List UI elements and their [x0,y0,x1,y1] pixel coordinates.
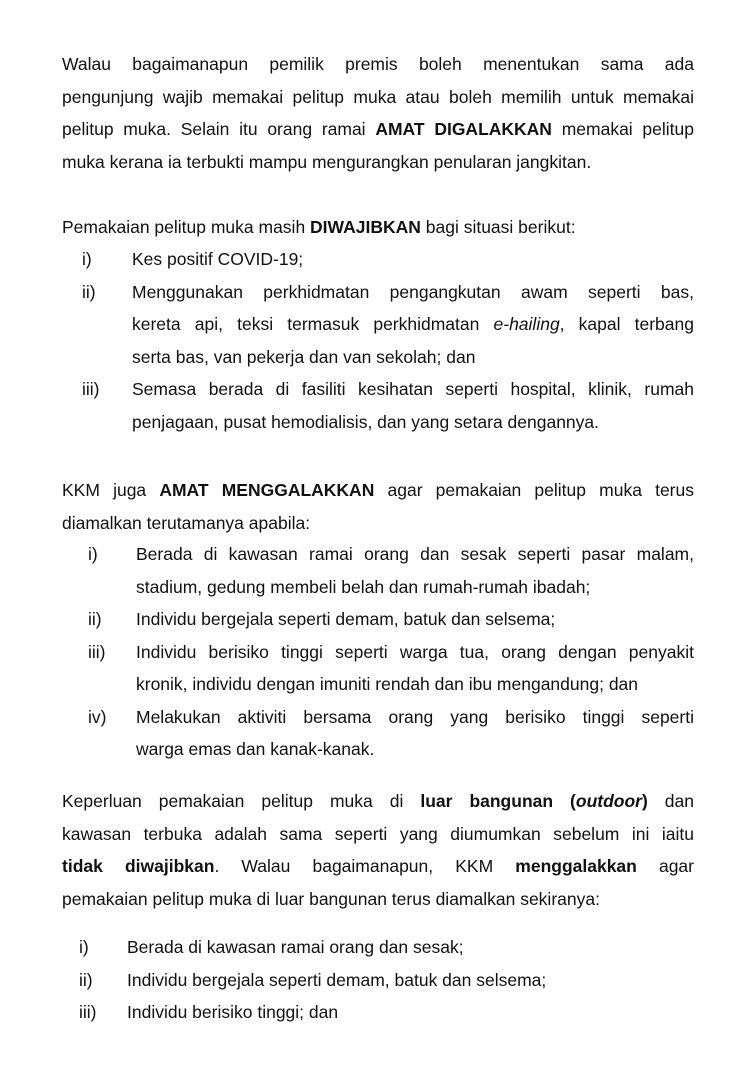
emphasis-text: AMAT MENGGALAKKAN [159,480,375,500]
list-text [136,636,694,701]
text-run: agar pemakaian pelitup muka terus [374,480,694,500]
list-number: iii) [79,1002,97,1022]
text-run: agar [636,856,694,876]
list-text [127,996,694,1029]
emphasis-text [420,791,647,811]
list-text [127,964,694,997]
paragraph-premises-choice [62,48,694,178]
text-line: pengunjung wajib memakai pelitup muka atau boleh memilih untuk memakai [62,86,694,107]
text-line: Individu bergejala seperti demam, batuk dan selsema; [127,969,547,990]
text-line: warga emas dan kanak-kanak. [136,739,375,759]
text-line: penjagaan, pusat hemodialisis, dan yang setara dengannya. [132,411,600,432]
text-line: kawasan terbuka adalah sama seperti yang diumumkan sebelum ini iaitu [62,823,694,844]
list-text [132,243,694,276]
text-line [62,474,694,507]
text-line: diamalkan terutamanya apabila: [62,512,311,533]
list-item [82,243,694,276]
list-item [82,276,694,374]
text-run: Keperluan pemakaian pelitup muka di [62,791,421,811]
text-line: Kes positif COVID-19; [132,249,304,269]
text-run: memakai pelitup [551,119,694,139]
list-number: i) [79,937,89,957]
list-number: ii) [88,609,102,629]
list-item [88,603,694,636]
text-run: Pemakaian pelitup muka masih [62,217,311,237]
list-number: iv) [88,706,107,727]
list-text [136,701,694,766]
list-number: iii) [88,641,106,662]
text-line: muka kerana ia terbukti mampu mengurangkan penularan jangkitan. [62,151,592,172]
text-run: dan [647,791,694,811]
text-run: kereta api, teksi termasuk perkhidmatan [132,314,494,334]
list-number: iii) [82,379,100,399]
paragraph-outdoor [62,785,694,915]
list-number: ii) [82,281,96,302]
list-text [132,373,694,438]
list-item [88,636,694,701]
text-run: pelitup muka. Selain itu orang ramai [62,119,376,139]
paragraph-mandatory-intro [62,211,694,244]
list-item [79,996,694,1029]
text-line [62,850,694,883]
list-item [79,964,694,997]
list-text [136,603,694,636]
text-line: Semasa berada di fasiliti kesihatan seperti hospital, klinik, rumah [132,379,694,399]
text-line: Berada di kawasan ramai orang dan sesak; [127,937,464,957]
text-line: Melakukan aktiviti bersama orang yang berisiko tinggi seperti [136,706,694,727]
list-item [82,373,694,438]
text-line [62,113,694,146]
list-number: i) [88,544,98,564]
text-line: Menggunakan perkhidmatan pengangkutan awam seperti bas, [132,281,694,302]
encouraged-situations-list [88,538,694,766]
text-line: pemakaian pelitup muka di luar bangunan terus diamalkan sekiranya: [62,888,600,909]
text-line [62,785,694,818]
outdoor-situations-list [79,931,694,1029]
text-line: serta bas, van pekerja dan van sekolah; dan [132,346,476,367]
italic-text: outdoor [575,791,642,811]
text-run: . Walau bagaimanapun, KKM [214,856,516,876]
text-line [132,308,694,341]
text-line: Walau bagaimanapun pemilik premis boleh menentukan sama ada [62,54,694,74]
list-item [79,931,694,964]
list-text [132,276,694,374]
text-run: ) [641,791,648,811]
text-line [62,211,694,244]
list-text [136,538,694,603]
text-run: , kapal terbang [559,314,694,334]
italic-text: e-hailing [493,314,560,334]
emphasis-text: AMAT DIGALAKKAN [375,119,552,139]
list-item [88,538,694,603]
emphasis-text: menggalakkan [515,856,637,876]
emphasis-text: tidak diwajibkan [62,856,215,876]
list-text [127,931,694,964]
list-item [88,701,694,766]
text-run: luar bangunan ( [420,791,576,811]
emphasis-text: DIWAJIBKAN [310,217,421,237]
list-number: ii) [79,969,93,990]
text-line: Individu berisiko tinggi; dan [127,1002,339,1022]
text-line: Individu berisiko tinggi seperti warga tua, orang dengan penyakit [136,641,694,662]
list-number: i) [82,249,92,269]
text-run: bagi situasi berikut: [420,217,576,237]
paragraph-strongly-encouraged [62,474,694,539]
text-line: Individu bergejala seperti demam, batuk dan selsema; [136,609,556,629]
text-run: KKM juga [62,480,160,500]
mandatory-situations-list [82,243,694,438]
text-line: stadium, gedung membeli belah dan rumah-rumah ibadah; [136,576,591,597]
text-line: kronik, individu dengan imuniti rendah dan ibu mengandung; dan [136,674,639,694]
text-line: Berada di kawasan ramai orang dan sesak seperti pasar malam, [136,544,694,564]
